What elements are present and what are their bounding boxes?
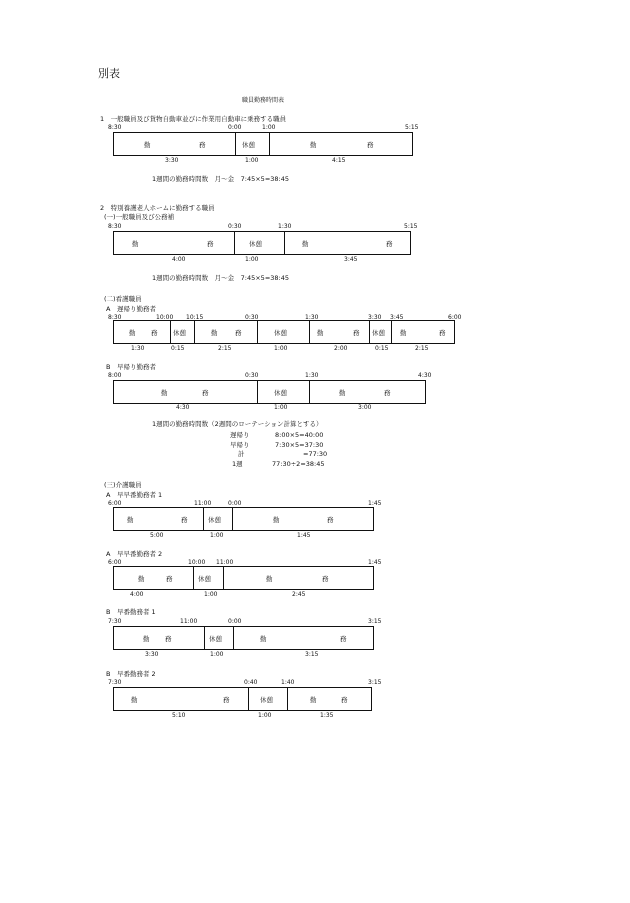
schedule-bar <box>113 626 374 650</box>
weekly-hours: 1週間の勤務時間数 月～金 7:45×5=38:45 <box>152 274 289 282</box>
time-label: 3:15 <box>368 679 382 686</box>
time-label: 10:00 <box>156 314 174 321</box>
time-label: 1:45 <box>368 500 382 507</box>
work-char: 勤 <box>273 515 280 524</box>
subsection-label: (二)看護職員 <box>104 295 142 303</box>
time-label: 6:00 <box>108 500 122 507</box>
duration-label: 3:30 <box>145 651 159 658</box>
duration-label: 1:00 <box>274 345 288 352</box>
work-char: 務 <box>235 328 242 337</box>
time-label: 7:30 <box>108 618 122 625</box>
time-label: 11:00 <box>216 559 234 566</box>
duration-label: 4:15 <box>332 157 346 164</box>
time-label: 5:15 <box>404 223 418 230</box>
work-char: 務 <box>386 239 393 248</box>
rest-cell: 休憩 <box>274 388 287 397</box>
duration-label: 3:30 <box>165 157 179 164</box>
rotation-value: =77:30 <box>303 450 328 458</box>
duration-label: 0:15 <box>171 345 185 352</box>
duration-label: 1:00 <box>274 404 288 411</box>
duration-label: 2:15 <box>415 345 429 352</box>
time-label: 0:30 <box>245 314 259 321</box>
time-label: 8:30 <box>108 124 122 131</box>
time-label: 8:30 <box>108 223 122 230</box>
duration-label: 4:30 <box>176 404 190 411</box>
work-char: 務 <box>327 515 334 524</box>
work-char: 勤 <box>131 695 138 704</box>
work-char: 務 <box>202 388 209 397</box>
work-char: 勤 <box>302 239 309 248</box>
work-char: 勤 <box>260 634 267 643</box>
work-char: 務 <box>384 388 391 397</box>
rest-cell: 休憩 <box>372 328 385 337</box>
shift-label: A 早早番勤務者 1 <box>106 491 163 499</box>
schedule-bar <box>113 507 374 531</box>
time-label: 5:15 <box>405 124 419 131</box>
time-label: 1:30 <box>305 372 319 379</box>
time-label: 8:00 <box>108 372 122 379</box>
rest-cell: 休憩 <box>249 239 262 248</box>
weekly-hours: 1週間の勤務時間数 月～金 7:45×5=38:45 <box>152 175 289 183</box>
schedule-bar <box>113 231 411 255</box>
time-label: 3:30 <box>368 314 382 321</box>
work-char: 務 <box>340 634 347 643</box>
time-label: 8:30 <box>108 314 122 321</box>
time-label: 11:00 <box>180 618 198 625</box>
page-heading: 別表 <box>98 67 120 80</box>
shift-label: B 早番勤務者 1 <box>106 608 156 616</box>
section-2-label: 2 特別養護老人ホームに勤務する職員 <box>100 204 215 212</box>
duration-label: 1:00 <box>245 157 259 164</box>
duration-label: 1:00 <box>204 591 218 598</box>
rotation-key: 遅帰り <box>230 431 250 439</box>
time-label: 3:15 <box>368 618 382 625</box>
time-label: 10:15 <box>186 314 204 321</box>
work-char: 務 <box>353 328 360 337</box>
work-char: 勤 <box>138 574 145 583</box>
duration-label: 4:00 <box>172 256 186 263</box>
duration-label: 1:00 <box>210 651 224 658</box>
rest-cell: 休憩 <box>208 515 221 524</box>
time-label: 6:00 <box>108 559 122 566</box>
work-char: 務 <box>207 239 214 248</box>
work-char: 勤 <box>266 574 273 583</box>
work-char: 勤 <box>400 328 407 337</box>
rest-cell: 休憩 <box>209 634 222 643</box>
duration-label: 3:00 <box>358 404 372 411</box>
time-label: 0:30 <box>245 372 259 379</box>
time-label: 0:30 <box>228 223 242 230</box>
duration-label: 1:30 <box>131 345 145 352</box>
rotation-key: 早帰り <box>230 441 250 449</box>
duration-label: 1:00 <box>210 532 224 539</box>
duration-label: 3:15 <box>305 651 319 658</box>
work-char: 勤 <box>310 140 317 149</box>
rest-cell: 休憩 <box>242 140 255 149</box>
duration-label: 0:15 <box>375 345 389 352</box>
time-label: 1:30 <box>278 223 292 230</box>
duration-label: 3:45 <box>344 256 358 263</box>
time-label: 1:45 <box>368 559 382 566</box>
schedule-bar <box>113 566 374 590</box>
work-char: 勤 <box>144 140 151 149</box>
shift-label: A 遅帰り勤務者 <box>106 305 156 313</box>
time-label: 0:00 <box>228 124 242 131</box>
rotation-value: 8:00×5=40:00 <box>275 431 324 439</box>
time-label: 6:00 <box>448 314 462 321</box>
rotation-title: 1週間の勤務時間数（2週間のローテーション計算とする） <box>152 420 323 428</box>
work-char: 務 <box>165 634 172 643</box>
work-char: 務 <box>322 574 329 583</box>
duration-label: 5:10 <box>172 712 186 719</box>
work-char: 勤 <box>211 328 218 337</box>
subsection-label: (一)一般職員及び公務補 <box>104 213 175 221</box>
section-1-label: 1 一般職員及び貨物自動車並びに作業用自動車に乗務する職員 <box>100 115 287 123</box>
duration-label: 2:45 <box>292 591 306 598</box>
work-char: 務 <box>199 140 206 149</box>
subsection-label: (三)介護職員 <box>104 481 142 489</box>
schedule-bar <box>113 380 426 404</box>
work-char: 勤 <box>310 695 317 704</box>
time-label: 0:40 <box>244 679 258 686</box>
schedule-bar <box>113 687 372 711</box>
shift-label: B 早番勤務者 2 <box>106 670 156 678</box>
duration-label: 2:15 <box>218 345 232 352</box>
work-char: 勤 <box>129 328 136 337</box>
rotation-key: 1週 <box>232 460 243 468</box>
rest-cell: 休憩 <box>198 574 211 583</box>
work-char: 勤 <box>317 328 324 337</box>
duration-label: 5:00 <box>150 532 164 539</box>
rotation-value: 77:30÷2=38:45 <box>272 460 325 468</box>
work-char: 務 <box>341 695 348 704</box>
work-char: 務 <box>439 328 446 337</box>
work-char: 勤 <box>143 634 150 643</box>
rest-cell: 休憩 <box>274 328 287 337</box>
rotation-value: 7:30×5=37:30 <box>275 441 324 449</box>
schedule-bar <box>113 320 455 344</box>
table-title: 職員勤務時間表 <box>242 97 285 104</box>
rest-cell: 休憩 <box>173 328 186 337</box>
duration-label: 1:00 <box>245 256 259 263</box>
duration-label: 1:35 <box>320 712 334 719</box>
time-label: 1:40 <box>281 679 295 686</box>
work-char: 勤 <box>127 515 134 524</box>
time-label: 1:30 <box>305 314 319 321</box>
work-char: 務 <box>367 140 374 149</box>
time-label: 0:00 <box>228 500 242 507</box>
time-label: 4:30 <box>418 372 432 379</box>
time-label: 3:45 <box>390 314 404 321</box>
work-char: 務 <box>151 328 158 337</box>
shift-label: B 早帰り勤務者 <box>106 363 156 371</box>
time-label: 1:00 <box>262 124 276 131</box>
work-char: 務 <box>181 515 188 524</box>
work-char: 勤 <box>132 239 139 248</box>
time-label: 11:00 <box>194 500 212 507</box>
rest-cell: 休憩 <box>260 695 273 704</box>
duration-label: 1:00 <box>258 712 272 719</box>
work-char: 勤 <box>161 388 168 397</box>
schedule-bar <box>113 132 413 156</box>
work-char: 務 <box>166 574 173 583</box>
duration-label: 2:00 <box>334 345 348 352</box>
duration-label: 4:00 <box>130 591 144 598</box>
time-label: 10:00 <box>188 559 206 566</box>
shift-label: A 早早番勤務者 2 <box>106 550 163 558</box>
time-label: 0:00 <box>228 618 242 625</box>
time-label: 7:30 <box>108 679 122 686</box>
work-char: 勤 <box>339 388 346 397</box>
work-char: 務 <box>223 695 230 704</box>
rotation-key: 計 <box>238 450 245 458</box>
duration-label: 1:45 <box>297 532 311 539</box>
